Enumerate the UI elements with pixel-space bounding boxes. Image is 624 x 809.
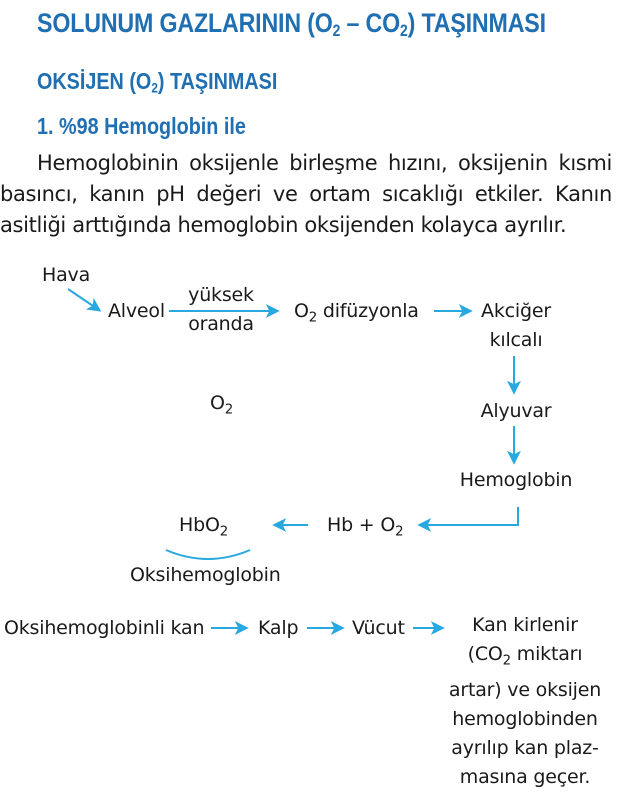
label-oksihemoglobinli-kan: Oksihemoglobinli kan (4, 617, 205, 639)
section-heading: OKSİJEN $(O_2)$ TAŞINMASI (37, 68, 278, 96)
label-oranda: oranda (188, 313, 254, 335)
label-hb-plus-o2: $Hb + O_2$ (327, 514, 404, 540)
label-yuksek: yüksek (188, 284, 254, 306)
label-final-outcome: Kan kirlenir ($CO_2$ miktarı artar) ve oksijen hemoglobinden ayrılıp kan plaz- masına geçer. (448, 614, 602, 788)
label-o2-difuzyonla: $O_2$ difüzyonla (294, 300, 419, 326)
label-oksihemoglobin: Oksihemoglobin (130, 564, 281, 586)
label-hbo2: HbO$_2$ (179, 514, 228, 540)
subsection-heading: 1. %98 Hemoglobin ile (37, 113, 246, 139)
arrow-hava-alveol (68, 289, 99, 310)
label-alveol: Alveol (108, 300, 165, 322)
label-hava: Hava (42, 264, 91, 286)
arrow-hemoglobin-hb (420, 507, 518, 525)
label-o2-floating: $O_2$ (210, 392, 234, 418)
label-alyuvar: Alyuvar (480, 400, 552, 422)
label-kilcali: kılcalı (489, 329, 543, 351)
label-vucut: Vücut (352, 617, 405, 639)
label-hemoglobin: Hemoglobin (459, 469, 573, 491)
hbo2-underline-curve (166, 550, 250, 559)
label-kalp: Kalp (258, 617, 299, 639)
page-title: SOLUNUM GAZLARININ $(O_2 - CO_2)$ TAŞINMASI (37, 8, 546, 41)
label-akciger: Akciğer (481, 300, 551, 322)
body-paragraph: Hemoglobinin oksijenle birleşme hızını, oksijenin kısmi basıncı, kanın pH değeri ve ortam sıcaklığı etkiler. Kanın asitliği arttığında hemoglobin oksijenden kolayca ayrılır. (0, 151, 612, 237)
